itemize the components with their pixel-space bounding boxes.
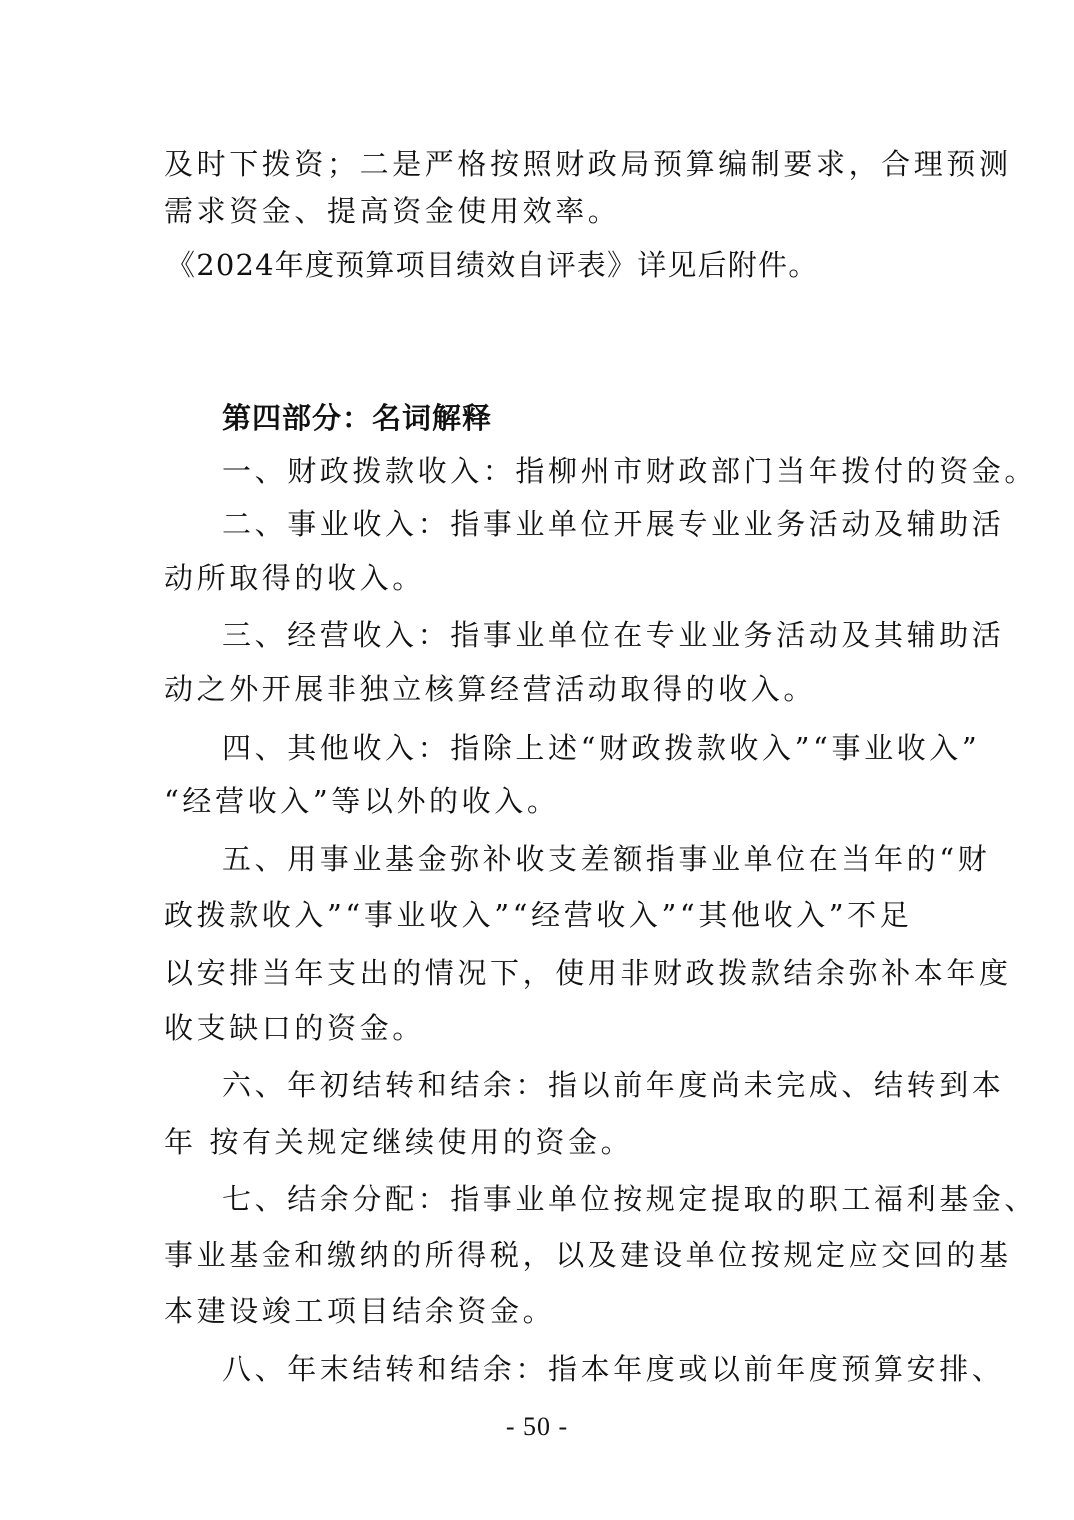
body-text-line: 需求资金、提高资金使用效率。	[164, 194, 621, 228]
definition-line: 八、年末结转和结余：指本年度或以前年度预算安排、	[222, 1352, 1005, 1386]
definition-line: 五、用事业基金弥补收支差额指事业单位在当年的“财	[222, 842, 991, 876]
definition-line: 六、年初结转和结余：指以前年度尚未完成、结转到本	[222, 1068, 1005, 1102]
definition-line: 三、经营收入：指事业单位在专业业务活动及其辅助活	[222, 618, 1005, 652]
definition-line: 四、其他收入：指除上述“财政拨款收入”“事业收入”	[222, 731, 981, 765]
definition-line: 一、财政拨款收入：指柳州市财政部门当年拨付的资金。	[222, 454, 1038, 488]
definition-line: 七、结余分配：指事业单位按规定提取的职工福利基金、	[222, 1182, 1038, 1216]
definition-line: 事业基金和缴纳的所得税，以及建设单位按规定应交回的基	[164, 1238, 1012, 1272]
definition-line: “经营收入”等以外的收入。	[164, 784, 560, 818]
definition-line: 政拨款收入”“事业收入”“经营收入”“其他收入”不足	[164, 898, 913, 932]
body-text-line: 及时下拨资；二是严格按照财政局预算编制要求，合理预测	[164, 147, 1012, 181]
definition-line: 收支缺口的资金。	[164, 1011, 425, 1045]
definition-line: 年 按有关规定继续使用的资金。	[164, 1125, 634, 1159]
definition-line: 本建设竣工项目结余资金。	[164, 1294, 556, 1328]
definition-line: 二、事业收入：指事业单位开展专业业务活动及辅助活	[222, 507, 1005, 541]
attachment-note: 《2024年度预算项目绩效自评表》详见后附件。	[166, 248, 819, 282]
definition-line: 以安排当年支出的情况下，使用非财政拨款结余弥补本年度	[164, 956, 1012, 990]
definition-line: 动之外开展非独立核算经营活动取得的收入。	[164, 672, 817, 706]
definition-line: 动所取得的收入。	[164, 561, 425, 595]
page-number: - 50 -	[505, 1412, 569, 1441]
section-heading: 第四部分：名词解释	[222, 401, 493, 435]
